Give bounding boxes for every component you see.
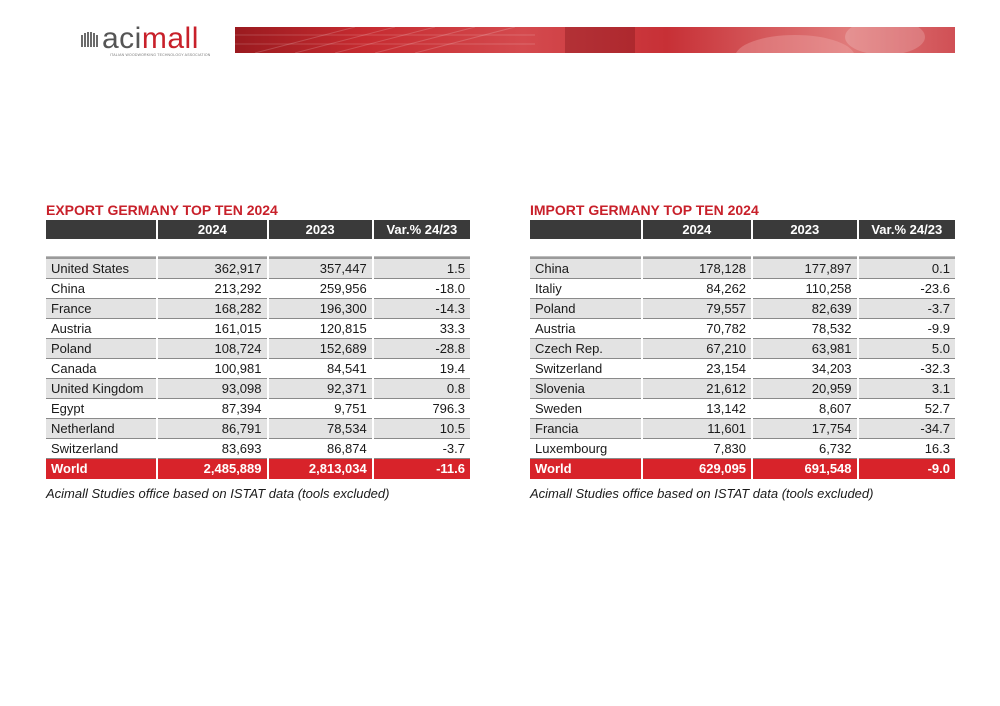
import-value-2023-cell: 8,607 — [753, 399, 856, 419]
import-variation-cell: -32.3 — [859, 359, 955, 379]
export-value-2023-cell: 78,534 — [269, 419, 372, 439]
export-country-cell: France — [46, 299, 156, 319]
import-country-cell: Italiy — [530, 279, 641, 299]
export-country-cell: Austria — [46, 319, 156, 339]
import-table-row — [530, 419, 955, 439]
import-header-var: Var.% 24/23 — [859, 220, 955, 240]
export-value-2023-cell: 9,751 — [269, 399, 372, 419]
import-variation-cell: -3.7 — [859, 299, 955, 319]
export-value-2023-cell: 120,815 — [269, 319, 372, 339]
export-variation-cell: 19.4 — [374, 359, 470, 379]
import-value-2023-cell: 82,639 — [753, 299, 856, 319]
export-variation-cell: 0.8 — [374, 379, 470, 399]
export-value-2024-cell: 108,724 — [158, 339, 266, 359]
export-variation-cell: 10.5 — [374, 419, 470, 439]
import-value-2023-cell: 6,732 — [753, 439, 856, 459]
import-variation-cell: 5.0 — [859, 339, 955, 359]
import-header-2023: 2023 — [753, 220, 856, 240]
import-value-2024-cell: 13,142 — [643, 399, 752, 419]
import-value-2024-cell: 70,782 — [643, 319, 752, 339]
header-banner — [235, 27, 955, 53]
export-header-2024: 2024 — [158, 220, 266, 240]
export-table-row — [46, 359, 470, 379]
export-total-value: -11.6 — [374, 459, 470, 479]
import-value-2023-cell: 177,897 — [753, 257, 856, 279]
import-variation-cell: -23.6 — [859, 279, 955, 299]
import-country-cell: China — [530, 257, 641, 279]
export-country-cell: Switzerland — [46, 439, 156, 459]
export-value-2023-cell: 84,541 — [269, 359, 372, 379]
export-table-row — [46, 299, 470, 319]
export-country-cell: Netherland — [46, 419, 156, 439]
export-country-cell: United Kingdom — [46, 379, 156, 399]
import-value-2024-cell: 84,262 — [643, 279, 752, 299]
import-table-row — [530, 439, 955, 459]
export-table-row — [46, 419, 470, 439]
export-section — [46, 200, 470, 501]
import-title: IMPORT GERMANY TOP TEN 2024 — [530, 202, 759, 218]
import-variation-cell: 52.7 — [859, 399, 955, 419]
export-variation-cell: 1.5 — [374, 257, 470, 279]
export-table-row — [46, 279, 470, 299]
export-value-2024-cell: 100,981 — [158, 359, 266, 379]
import-variation-cell: -9.9 — [859, 319, 955, 339]
import-value-2023-cell: 17,754 — [753, 419, 856, 439]
export-table-row — [46, 439, 470, 459]
export-value-2023-cell: 259,956 — [269, 279, 372, 299]
import-table-row — [530, 339, 955, 359]
export-country-cell: United States — [46, 257, 156, 279]
import-country-cell: Czech Rep. — [530, 339, 641, 359]
export-value-2024-cell: 362,917 — [158, 257, 266, 279]
export-variation-cell: -28.8 — [374, 339, 470, 359]
export-country-cell: Egypt — [46, 399, 156, 419]
acimall-logo — [80, 22, 215, 60]
import-value-2023-cell: 20,959 — [753, 379, 856, 399]
logo-mark-icon — [80, 32, 100, 48]
import-table-row — [530, 299, 955, 319]
export-table — [44, 220, 472, 479]
export-variation-cell: 796.3 — [374, 399, 470, 419]
import-country-cell: Sweden — [530, 399, 641, 419]
export-header-row — [46, 220, 470, 240]
export-header-country — [46, 220, 156, 240]
import-table-row — [530, 257, 955, 279]
import-variation-cell: 3.1 — [859, 379, 955, 399]
import-variation-cell: -34.7 — [859, 419, 955, 439]
import-table — [528, 220, 957, 479]
export-table-row — [46, 339, 470, 359]
export-table-row — [46, 319, 470, 339]
import-table-row — [530, 279, 955, 299]
export-table-row — [46, 379, 470, 399]
import-value-2023-cell: 63,981 — [753, 339, 856, 359]
import-country-cell: Switzerland — [530, 359, 641, 379]
import-total-value: 629,095 — [643, 459, 752, 479]
import-total-label: World — [530, 459, 641, 479]
export-variation-cell: 33.3 — [374, 319, 470, 339]
export-source-note: Acimall Studies office based on ISTAT data (tools excluded) — [46, 486, 390, 501]
export-value-2024-cell: 86,791 — [158, 419, 266, 439]
export-value-2023-cell: 196,300 — [269, 299, 372, 319]
export-header-2023: 2023 — [269, 220, 372, 240]
import-country-cell: Francia — [530, 419, 641, 439]
import-value-2024-cell: 11,601 — [643, 419, 752, 439]
import-value-2023-cell: 110,258 — [753, 279, 856, 299]
import-country-cell: Luxembourg — [530, 439, 641, 459]
export-value-2024-cell: 161,015 — [158, 319, 266, 339]
export-value-2024-cell: 87,394 — [158, 399, 266, 419]
logo-wordmark: acimall — [102, 22, 199, 55]
import-table-row — [530, 379, 955, 399]
export-value-2023-cell: 357,447 — [269, 257, 372, 279]
import-total-value: -9.0 — [859, 459, 955, 479]
import-value-2023-cell: 34,203 — [753, 359, 856, 379]
export-variation-cell: -3.7 — [374, 439, 470, 459]
import-country-cell: Austria — [530, 319, 641, 339]
export-total-value: 2,485,889 — [158, 459, 266, 479]
import-value-2023-cell: 78,532 — [753, 319, 856, 339]
export-table-row — [46, 399, 470, 419]
import-section — [530, 200, 955, 501]
import-header-2024: 2024 — [643, 220, 752, 240]
import-header-country — [530, 220, 641, 240]
import-table-row — [530, 399, 955, 419]
import-variation-cell: 0.1 — [859, 257, 955, 279]
export-value-2023-cell: 92,371 — [269, 379, 372, 399]
import-variation-cell: 16.3 — [859, 439, 955, 459]
export-variation-cell: -14.3 — [374, 299, 470, 319]
export-title: EXPORT GERMANY TOP TEN 2024 — [46, 202, 278, 218]
export-value-2023-cell: 152,689 — [269, 339, 372, 359]
import-table-row — [530, 359, 955, 379]
import-table-row — [530, 319, 955, 339]
import-country-cell: Poland — [530, 299, 641, 319]
export-total-row — [46, 459, 470, 479]
import-total-row — [530, 459, 955, 479]
import-value-2024-cell: 67,210 — [643, 339, 752, 359]
logo-tagline: ITALIAN WOODWORKING TECHNOLOGY ASSOCIATION — [110, 53, 211, 57]
import-value-2024-cell: 21,612 — [643, 379, 752, 399]
export-country-cell: Poland — [46, 339, 156, 359]
import-country-cell: Slovenia — [530, 379, 641, 399]
export-table-row — [46, 257, 470, 279]
import-value-2024-cell: 79,557 — [643, 299, 752, 319]
export-total-value: 2,813,034 — [269, 459, 372, 479]
import-total-value: 691,548 — [753, 459, 856, 479]
import-value-2024-cell: 178,128 — [643, 257, 752, 279]
import-source-note: Acimall Studies office based on ISTAT data (tools excluded) — [530, 486, 874, 501]
export-variation-cell: -18.0 — [374, 279, 470, 299]
export-value-2023-cell: 86,874 — [269, 439, 372, 459]
export-value-2024-cell: 93,098 — [158, 379, 266, 399]
import-value-2024-cell: 23,154 — [643, 359, 752, 379]
export-total-label: World — [46, 459, 156, 479]
export-country-cell: Canada — [46, 359, 156, 379]
export-value-2024-cell: 168,282 — [158, 299, 266, 319]
import-value-2024-cell: 7,830 — [643, 439, 752, 459]
import-header-row — [530, 220, 955, 240]
export-header-var: Var.% 24/23 — [374, 220, 470, 240]
export-value-2024-cell: 83,693 — [158, 439, 266, 459]
export-country-cell: China — [46, 279, 156, 299]
export-value-2024-cell: 213,292 — [158, 279, 266, 299]
